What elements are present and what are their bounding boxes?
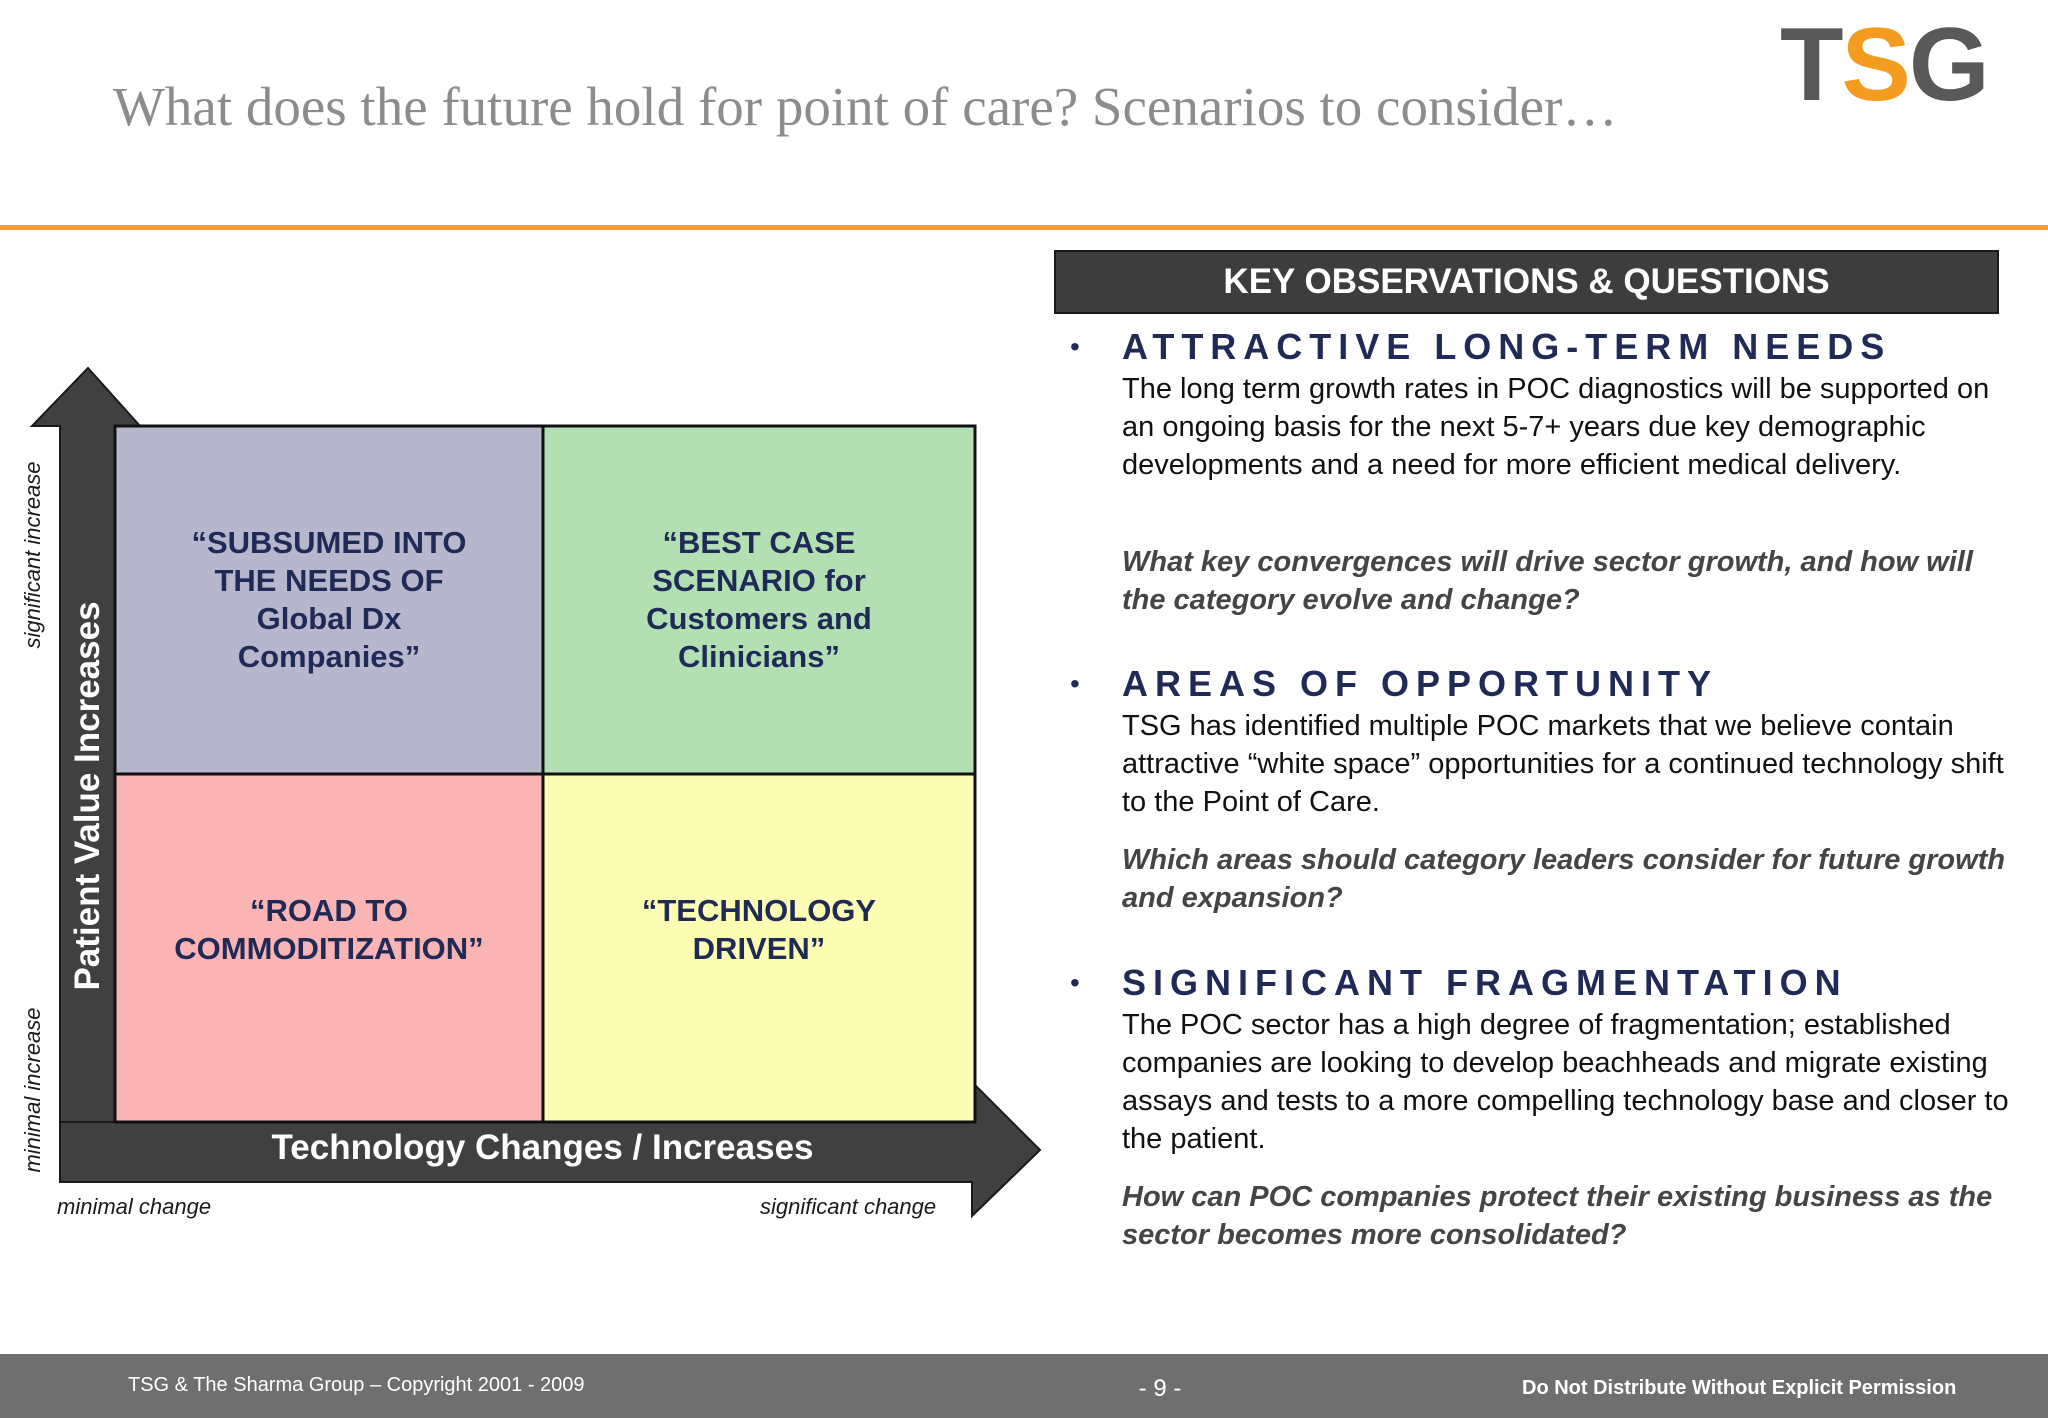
page-title: What does the future hold for point of care? Scenarios to consider… [113,76,1618,137]
observations-header: KEY OBSERVATIONS & QUESTIONS [1054,250,1999,314]
page-number: - 9 - [1138,1375,1182,1402]
observation-question: What key convergences will drive sector growth, and how will the category evolve and change? [1122,546,1973,616]
bullet-icon: • [1070,668,1080,699]
x-axis-high-note: significant change [760,1194,937,1219]
observation-question: How can POC companies protect their existing business as the sector becomes more consolidated? [1122,1181,1993,1251]
bullet-icon: • [1070,967,1080,998]
observation-heading: AREAS OF OPPORTUNITY [1122,663,1719,704]
x-axis-low-note: minimal change [57,1194,212,1219]
quadrant-bottom-right-label: “TECHNOLOGY DRIVEN” [641,893,877,966]
footer-copyright: TSG & The Sharma Group – Copyright 2001 - 2009 [128,1374,585,1396]
observation-heading: SIGNIFICANT FRAGMENTATION [1122,962,1848,1003]
quadrant-top-right-label: “BEST CASE SCENARIO for Customers and Clinicians” [646,525,872,674]
distribution-notice: Do Not Distribute Without Explicit Permission [1522,1377,1957,1399]
header-divider [0,225,2048,230]
tsg-logo: TSG [1780,7,1988,123]
observation-body: The long term growth rates in POC diagnostics will be supported on an ongoing basis for the next 5-7+ years due key demographic developments and a need for more efficient medical delivery. [1122,373,1990,481]
observation-body: TSG has identified multiple POC markets that we believe contain attractive “white space” opportunities for a continued technology shift to the Point of Care. [1122,710,2004,818]
quadrant-bottom-left-label: “ROAD TO COMMODITIZATION” [174,893,484,966]
observation-heading: ATTRACTIVE LONG-TERM NEEDS [1122,326,1892,367]
x-axis-label: Technology Changes / Increases [271,1128,814,1167]
bullet-icon: • [1070,331,1080,362]
observation-body: The POC sector has a high degree of fragmentation; established companies are looking to develop beachheads and migrate existing assays and tests to a more compelling technology base and closer to the patient. [1122,1009,2009,1155]
observation-question: Which areas should category leaders consider for future growth and expansion? [1122,844,2006,914]
quadrant-top-left-label: “SUBSUMED INTO THE NEEDS OF Global Dx Companies” [191,525,467,674]
